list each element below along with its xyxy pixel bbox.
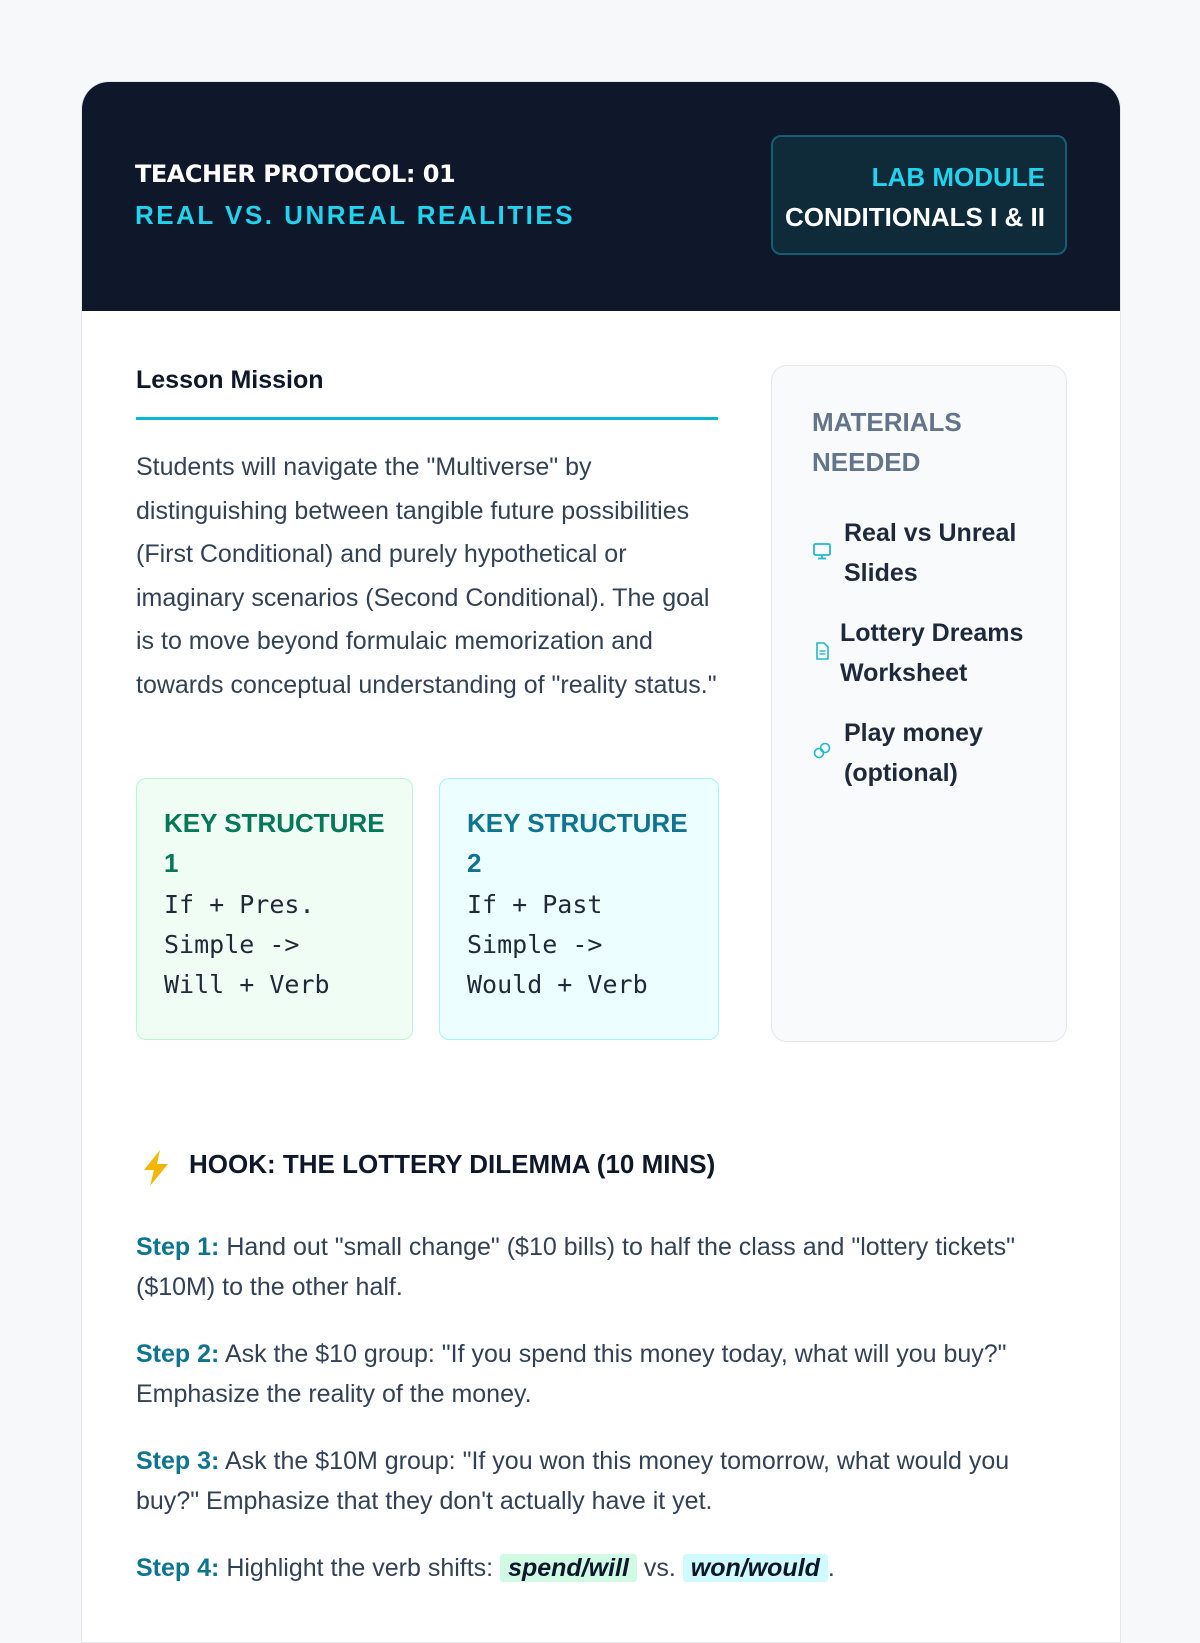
key-structure-2 [439,778,719,1040]
step-label: Step 4: [136,1554,220,1582]
step-label: Step 1: [136,1233,220,1261]
step-text: Highlight the verb shifts: [226,1554,494,1582]
protocol-subtitle: REAL VS. UNREAL REALITIES [135,200,576,230]
module-badge [771,135,1067,255]
monitor-icon [812,541,832,561]
step-label: Step 3: [136,1447,220,1475]
document-icon [812,641,832,661]
lesson-card [81,81,1121,1643]
step-text: Ask the $10 group: "If you spend this money today, what will you buy?" Emphasize the reality of the money. [136,1340,1007,1408]
mission-title: Lesson Mission [136,366,324,394]
key-structure-formula: If + Pres. Simple -> Will + Verb [164,890,330,999]
step-label: Step 2: [136,1340,220,1368]
badge-label: LAB MODULE [871,162,1045,192]
hook-step-3 [136,1441,1076,1521]
key-structure-1 [136,778,413,1040]
coins-icon [812,741,832,761]
step-end: . [827,1554,835,1582]
hook-step-4 [136,1548,1076,1588]
step-text: Hand out "small change" ($10 bills) to half the class and "lottery tickets" ($10M) to the other half. [136,1233,1015,1301]
material-label: Play money (optional) [844,719,983,787]
key-structure-title: KEY STRUCTURE 2 [467,808,688,878]
step-connector: vs. [643,1554,676,1582]
materials-panel [771,365,1067,1042]
verb-highlight-real: spend/will [500,1554,637,1582]
key-structure-formula: If + Past Simple -> Would + Verb [467,890,648,999]
material-label: Lottery Dreams Worksheet [840,619,1024,687]
hook-step-1 [136,1227,1076,1307]
step-text: Ask the $10M group: "If you won this money tomorrow, what would you buy?" Emphasize that they don't actually have it yet. [136,1447,1010,1515]
hook-title: HOOK: THE LOTTERY DILEMMA (10 MINS) [189,1149,716,1179]
materials-title: MATERIALS NEEDED [812,407,962,477]
header [82,82,1120,311]
lightning-icon [136,1148,176,1188]
material-label: Real vs Unreal Slides [844,519,1017,587]
hook-step-2 [136,1334,1076,1414]
protocol-title: TEACHER PROTOCOL: 01 [135,160,456,188]
mission-divider [136,417,718,420]
mission-text: Students will navigate the "Multiverse" by distinguishing between tangible future possibilities (First Conditional) and purely hypothetical or imaginary scenarios (Second Conditional). The goal is to move beyond formulaic memorization and towards conceptual understanding of "reality status." [136,453,717,699]
verb-highlight-unreal: won/would [683,1554,828,1582]
badge-module: CONDITIONALS I & II [785,202,1045,232]
key-structure-title: KEY STRUCTURE 1 [164,808,385,878]
